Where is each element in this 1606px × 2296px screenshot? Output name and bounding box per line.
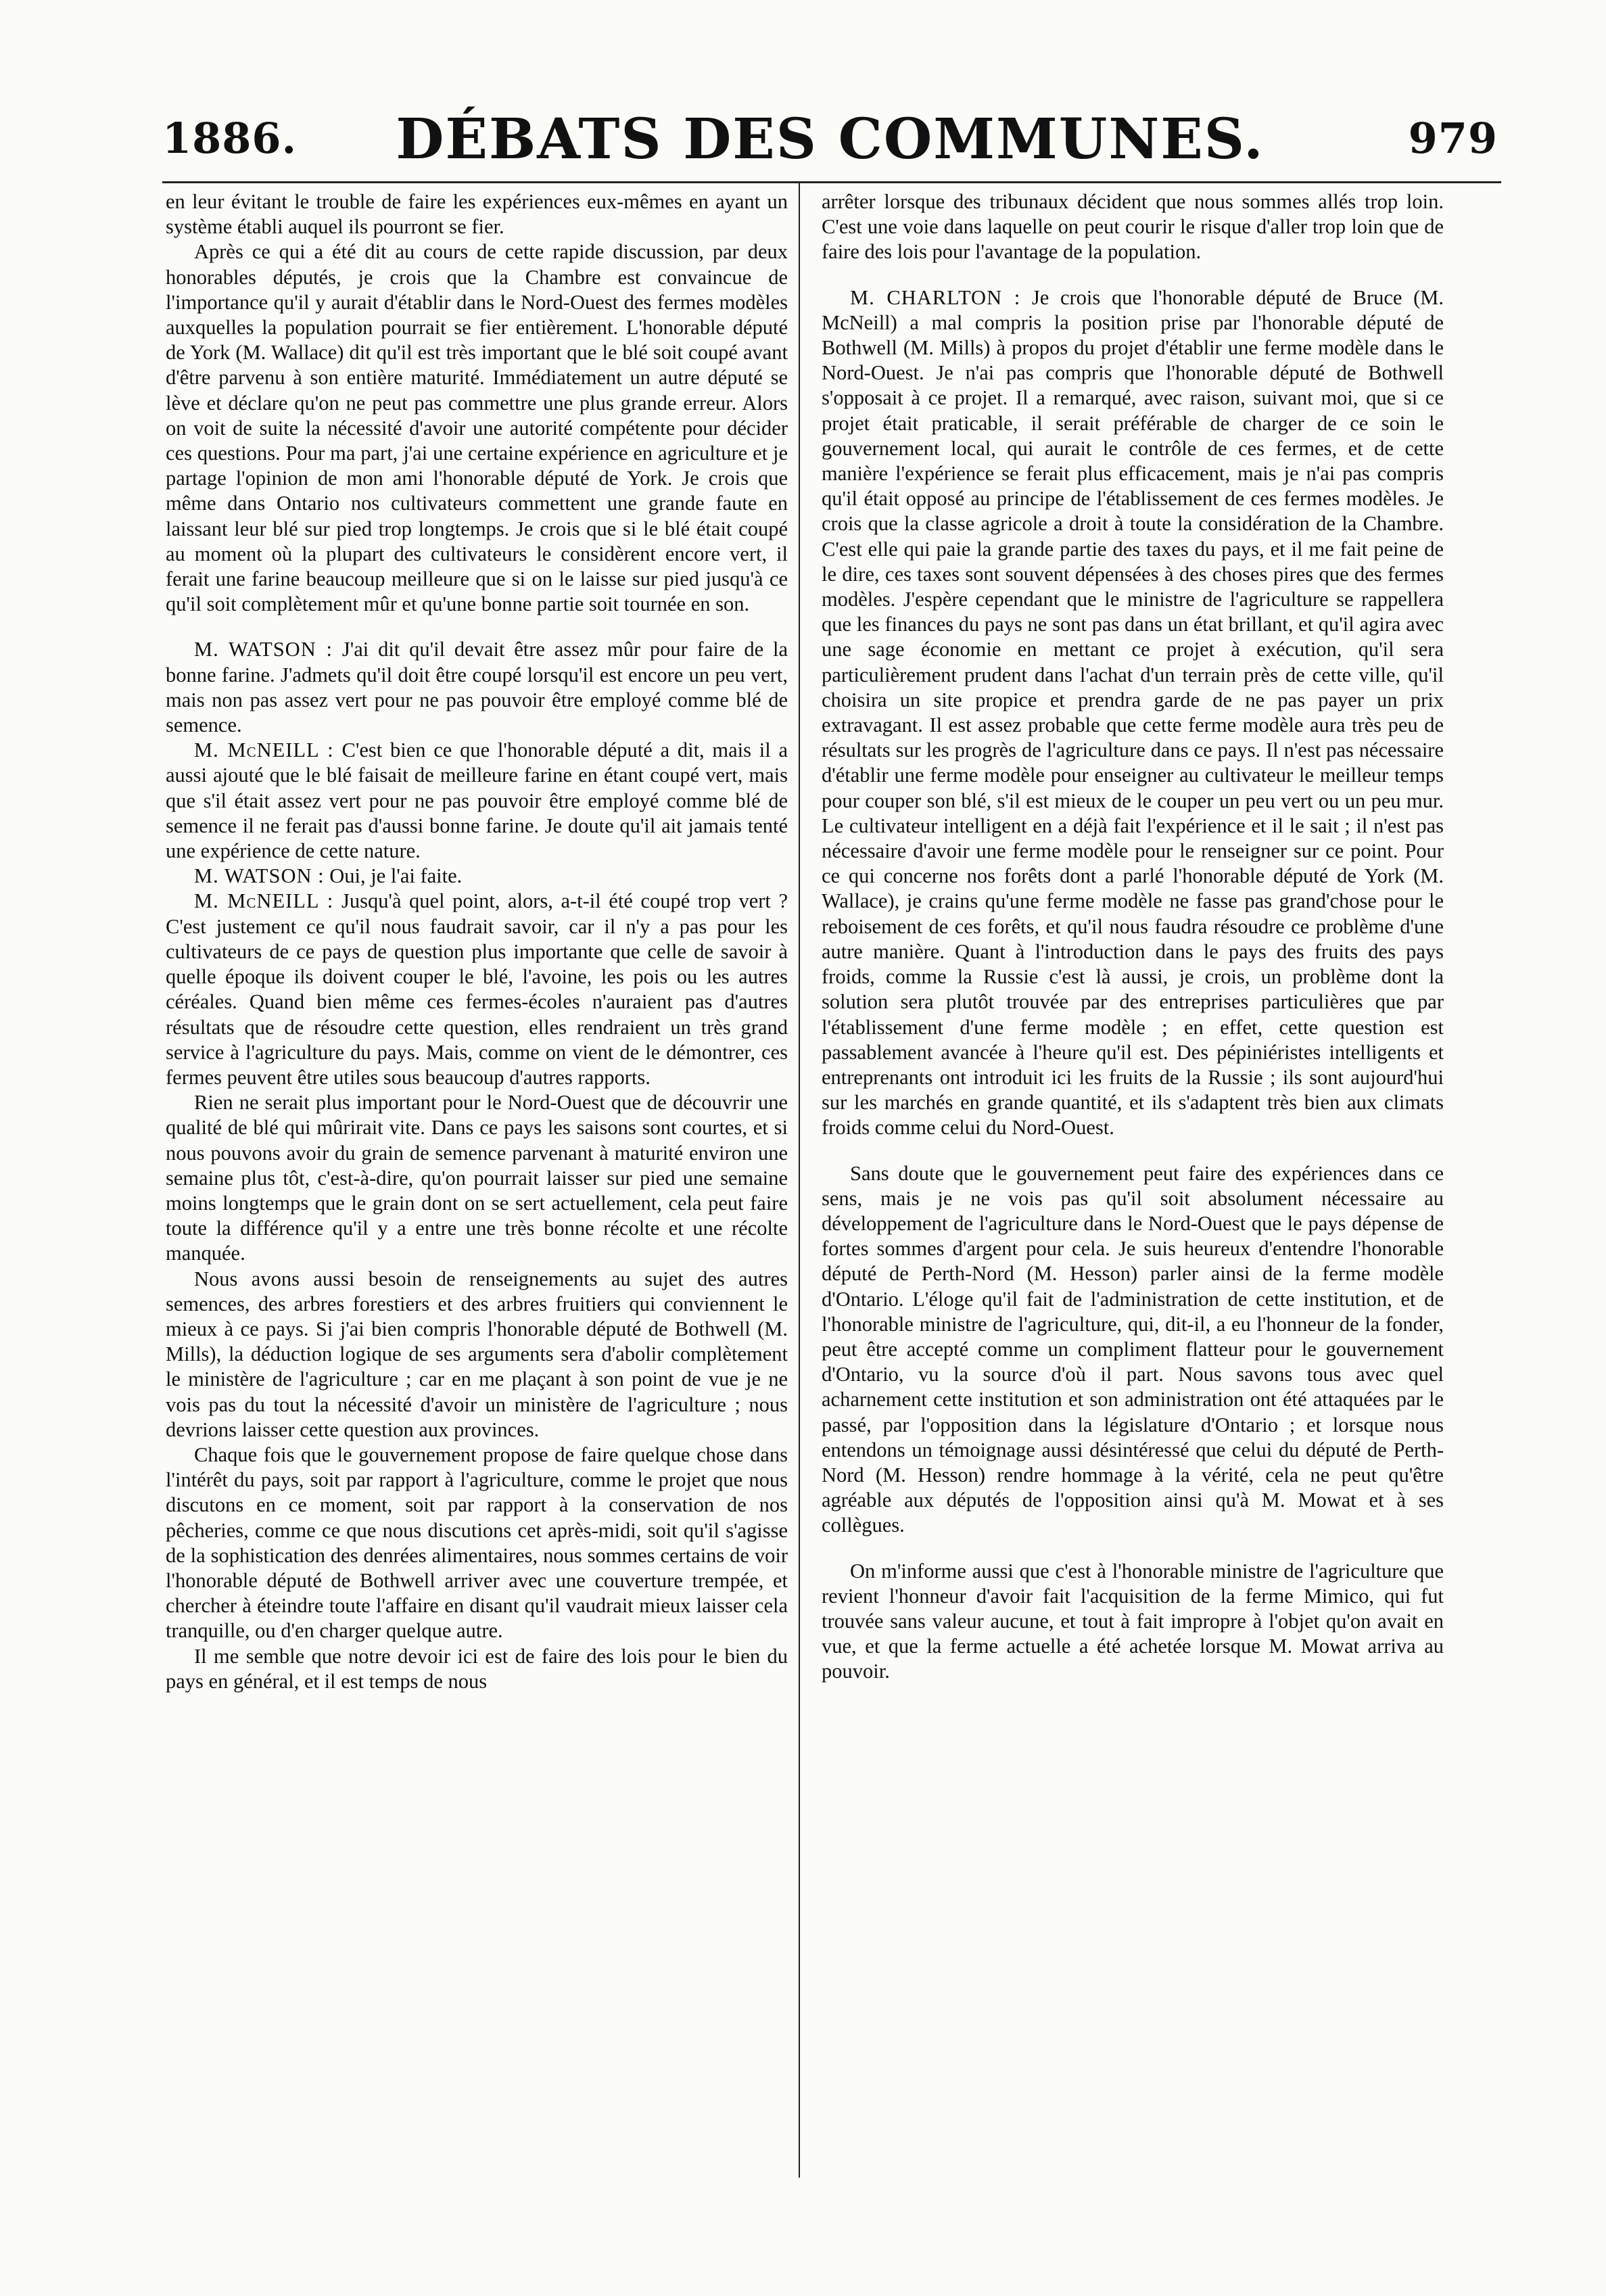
paragraph: On m'informe aussi que c'est à l'honorable ministre de l'agriculture que revient l'honneur d'avoir fait l'acquisition de la ferme Mimico, qui fut trouvée sans valeur aucune, et tout à fait impropre à l'objet qu'on avait en vue, et que la ferme actuelle a été achetée lorsque M. Mowat arriva au pouvoir. [822, 1559, 1444, 1683]
speech-paragraph [166, 637, 788, 738]
speech-text: J'ai dit qu'il devait être assez mûr pour faire de la bonne farine. J'admets qu'il doit être coupé lorsqu'il est encore un peu vert, mais non pas assez vert pour ne pas pouvoir être employé comme blé de semence. [166, 638, 788, 737]
speech-text: Je crois que l'honorable député de Bruce (M. McNeill) a mal compris la position prise par l'honorable député de Bothwell (M. Mills) à propos du projet d'établir une ferme modèle dans le Nord-Ouest. Je n'ai pas compris que l'honorable député de Bothwell s'opposait à ce projet. Il a remarqué, avec raison, suivant moi, que si ce projet était praticable, il serait préférable de charger de ce soin le gouvernement local, qui aurait le contrôle de ces fermes, et de cette manière l'expérience se ferait plus efficacement, mais je n'ai pas compris qu'il était opposé au principe de l'établissement de ces fermes modèles. Je crois que la classe agricole a droit à toute la considération de la Chambre. C'est elle qui paie la grande partie des taxes du pays, et il me fait peine de le dire, ces taxes sont souvent dépensées à des choses pires que des fermes modèles. J'espère cependant que le ministre de l'agriculture se rappellera que les finances du pays ne sont pas dans un état brillant, et qu'il agira avec une sage économie en mettant ce projet à exécution, qu'il sera particulièrement prudent dans l'achat d'un terrain près de cette ville, qu'il choisira un site propice et prendra garde de ne pas payer un prix extravagant. Il est assez probable que cette ferme modèle aura très peu de résultats sur les progrès de l'agriculture dans ce pays. Il n'est pas nécessaire d'établir une ferme modèle pour enseigner au cultivateur le meilleur temps pour couper son blé, s'il est mieux de le couper un peu vert ou un peu mur. Le cultivateur intelligent en a déjà fait l'expérience et il le sait ; il n'est pas nécessaire d'avoir une ferme modèle pour le renseigner sur ce point. Pour ce qui concerne nos forêts dont a parlé l'honorable député de York (M. Wallace), je crains qu'une ferme modèle ne fasse pas grand'chose pour le reboisement de ces forêts, et qu'il nous faudra résoudre ce problème d'une autre manière. Quant à l'introduction dans le pays des fruits des pays froids, comme la Russie c'est là aussi, je crois, un problème dont la solution sera plutôt trouvée par des entreprises particulières que par l'établissement d'une ferme modèle ; en effet, cette question est passablement avancée à l'heure qu'il est. Des pépiniéristes intelligents et entreprenants ont introduit ici les fruits de la Russie ; ils sont aujourd'hui sur les marchés en grande quantité, et ils s'adaptent très bien aux climats froids comme celui du Nord-Ouest. [822, 285, 1444, 1140]
paragraph: arrêter lorsque des tribunaux décident que nous sommes allés trop loin. C'est une voie dans laquelle on peut courir le risque d'aller trop loin que de faire des lois pour l'avantage de la population. [822, 190, 1444, 264]
header-rule [162, 181, 1501, 183]
paragraph: Après ce qui a été dit au cours de cette rapide discussion, par deux honorables députés, je crois que la Chambre est convaincue de l'importance qu'il y aurait d'établir dans le Nord-Ouest des fermes modèles auxquelles la population pourrait se fier entièrement. L'honorable député de York (M. Wallace) dit qu'il est très important que le blé soit coupé avant d'être parvenu à son entière maturité. Immédiatement un autre député se lève et déclare qu'on ne peut pas commettre une plus grande erreur. Alors on voit de suite la nécessité d'avoir une autorité compétente pour décider ces questions. Pour ma part, j'ai une certaine expérience en agriculture et je partage l'opinion de mon ami l'honorable député de York. Je crois que même dans Ontario nos cultivateurs commettent une grande faute en laissant leur blé sur pied trop longtemps. Je crois que si le blé était coupé au moment où la plupart des cultivateurs le considèrent encore vert, il ferait une farine beaucoup meilleure que si on le laisse sur pied jusqu'à ce qu'il soit complètement mûr et qu'une bonne partie soit tournée en son. [166, 240, 788, 616]
paragraph: en leur évitant le trouble de faire les expériences eux-mêmes en ayant un système établi auquel ils pourront se fier. [166, 190, 788, 239]
speaker-name: M. WATSON : [194, 864, 325, 888]
header-year: 1886. [162, 114, 298, 163]
left-column [166, 189, 788, 2191]
speech-text: Oui, je l'ai faite. [329, 864, 463, 888]
column-divider [799, 183, 800, 2178]
page-header [162, 107, 1498, 174]
speech-paragraph [166, 864, 788, 889]
speaker-name: M. McNEILL : [194, 739, 334, 762]
right-column [822, 189, 1444, 2191]
speaker-name: M. CHARLTON : [850, 285, 1021, 309]
speaker-name: M. McNEILL : [194, 889, 334, 913]
speech-text: C'est bien ce que l'honorable député a dit, mais il a aussi ajouté que le blé faisait de meilleure farine en étant coupé vert, mais que s'il était assez vert pour ne pas pouvoir être employé comme blé de semence il ne ferait pas d'aussi bonne farine. Je doute qu'il ait jamais tenté une expérience de cette nature. [166, 739, 788, 863]
paragraph: Chaque fois que le gouvernement propose de faire quelque chose dans l'intérêt du pays, soit par rapport à l'agriculture, comme le projet que nous discutons en ce moment, soit par rapport à la conservation de nos pêcheries, comme ce que nous discutions cet après-midi, soit qu'il s'agisse de la sophistication des denrées alimentaires, nous sommes certains de voir l'honorable député de Bothwell arriver avec une couverture trempée, et chercher à éteindre toute l'affaire en disant qu'il vaudrait mieux laisser cela tranquille, ou d'en charger quelque autre. [166, 1443, 788, 1643]
speech-text: Jusqu'à quel point, alors, a-t-il été coupé trop vert ? C'est justement ce qu'il nous faudrait savoir, car il n'y a pas pour les cultivateurs de ce pays de question plus importante que celle de savoir à quelle époque ils doivent couper le blé, l'avoine, les pois ou les autres céréales. Quand bien même ces fermes-écoles n'auraient pas d'autres résultats que de résoudre cette question, elles rendraient un très grand service à l'agriculture du pays. Mais, comme on vient de le démontrer, ces fermes peuvent être utiles sous beaucoup d'autres rapports. [166, 889, 788, 1089]
speech-paragraph [166, 738, 788, 864]
paragraph: Rien ne serait plus important pour le Nord-Ouest que de découvrir une qualité de blé qui mûrirait vite. Dans ce pays les saisons sont courtes, et si nous pouvons avoir du grain de semence parvenant à maturité environ une semaine plus tôt, c'est-à-dire, qu'on pourrait laisser sur pied une semaine moins longtemps que le grain dont on se sert actuellement, cela peut faire toute la différence qu'il y a entre une très bonne récolte et une récolte manquée. [166, 1091, 788, 1265]
speech-paragraph [822, 285, 1444, 1141]
speaker-name: M. WATSON : [194, 638, 333, 661]
speech-paragraph [166, 889, 788, 1090]
paragraph: Il me semble que notre devoir ici est de faire des lois pour le bien du pays en général, et il est temps de nous [166, 1644, 788, 1693]
header-page-number: 979 [1408, 114, 1498, 163]
header-title: DÉBATS DES COMMUNES. [396, 107, 1265, 172]
paragraph: Nous avons aussi besoin de renseignements au sujet des autres semences, des arbres forestiers et des arbres fruitiers qui conviennent le mieux à ce pays. Si j'ai bien compris l'honorable député de Bothwell (M. Mills), la déduction logique de ses arguments sera d'abolir complètement le ministère de l'agriculture ; car en me plaçant à son point de vue je ne vois pas du tout la nécessité d'avoir un ministère de l'agriculture ; nous devrions laisser cette question aux provinces. [166, 1267, 788, 1441]
paragraph: Sans doute que le gouvernement peut faire des expériences dans ce sens, mais je ne vois pas qu'il soit absolument nécessaire au développement de l'agriculture dans le Nord-Ouest que le pays dépense de fortes sommes d'argent pour cela. Je suis heureux d'entendre l'honorable député de Perth-Nord (M. Hesson) parler ainsi de la ferme modèle d'Ontario. L'éloge qu'il fait de l'administration de cette institution, et de l'honorable ministre de l'agriculture, qui, dit-il, a eu l'honneur de la fonder, peut être accepté comme un compliment flatteur pour le gouvernement d'Ontario, vu la source d'où il part. Nous savons tous avec quel acharnement cette institution et son administration ont été attaquées par le passé, par l'opposition dans la législature d'Ontario ; et lorsque nous entendons un témoignage aussi désintéressé que celui du député de Perth-Nord (M. Hesson) rendre hommage à la vérité, cela ne peut qu'être agréable aux députés de l'opposition ainsi qu'à M. Mowat et à ses collègues. [822, 1161, 1444, 1537]
